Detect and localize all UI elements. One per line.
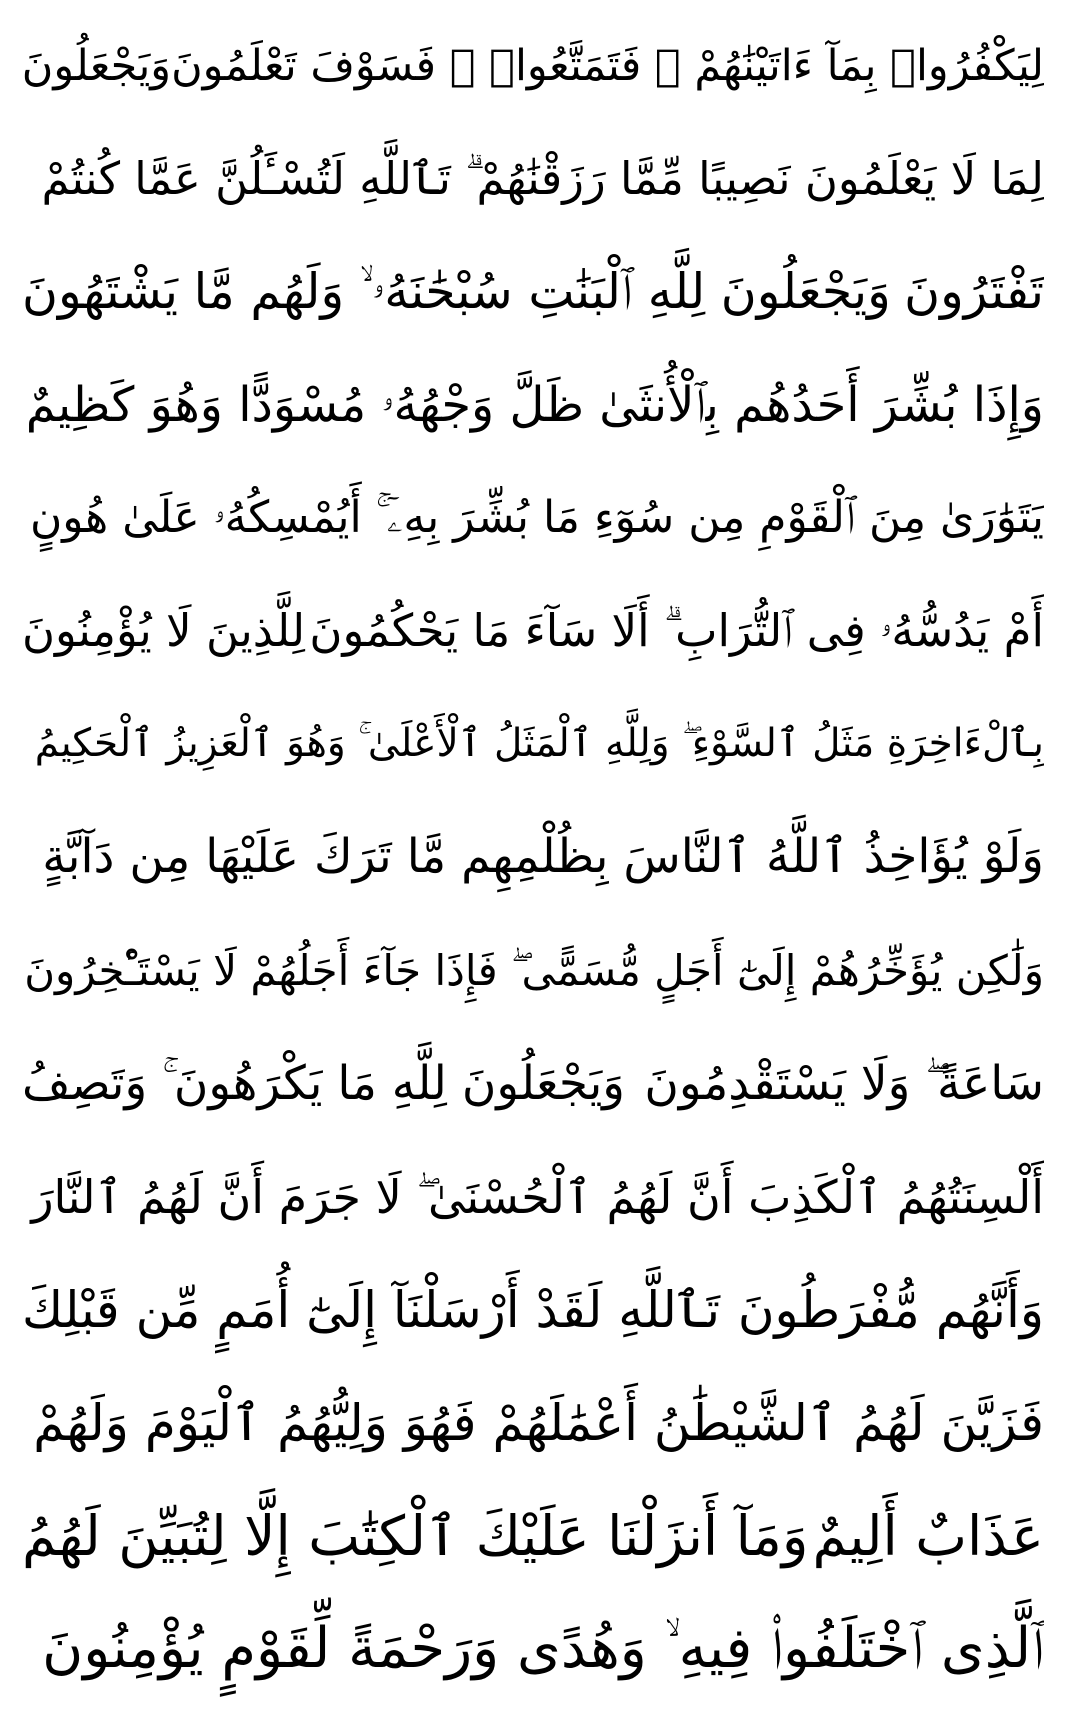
verse-lines	[22, 14, 1044, 1701]
text-line	[22, 692, 1044, 796]
line-segment: أَلْسِنَتُهُمُ ٱلْكَذِبَ أَنَّ لَهُمُ ٱلْحُسْنَىٰ ۖ لَا جَرَمَ أَنَّ لَهُمُ ٱلنَّارَ	[31, 1169, 1044, 1224]
line-segment: فَزَيَّنَ لَهُمُ ٱلشَّيْطَٰنُ أَعْمَٰلَهُمْ فَهُوَ وَلِيُّهُمُ ٱلْيَوْمَ وَلَهُمْ	[33, 1393, 1044, 1452]
text-line	[22, 919, 1044, 1023]
text-line	[22, 1145, 1044, 1249]
text-line	[22, 240, 1044, 344]
line-segment: وَإِذَا بُشِّرَ أَحَدُهُم بِٱلْأُنثَىٰ ظَلَّ وَجْهُهُۥ مُسْوَدًّا وَهُوَ كَظِيمٌ	[25, 377, 1044, 434]
text-line	[22, 805, 1044, 909]
line-segment: وَلَوْ يُؤَاخِذُ ٱللَّهُ ٱلنَّاسَ بِظُلْمِهِم مَّا تَرَكَ عَلَيْهَا مِن دَآبَّةٍ	[42, 829, 1044, 885]
text-line	[22, 353, 1044, 457]
line-segment: لِيَكْفُرُوا۟ بِمَآ ءَاتَيْنَٰهُمْ ۚ فَتَمَتَّعُوا۟ ۖ فَسَوْفَ تَعْلَمُونَ	[171, 41, 1044, 91]
text-line	[22, 1032, 1044, 1136]
line-segment: لِلَّذِينَ لَا يُؤْمِنُونَ	[22, 604, 306, 658]
line-segment: وَمَآ أَنزَلْنَا عَلَيْكَ ٱلْكِتَٰبَ إِلَّا لِتُبَيِّنَ لَهُمُ	[22, 1503, 809, 1568]
text-line	[22, 466, 1044, 570]
text-line	[22, 1258, 1044, 1362]
text-line	[22, 1484, 1044, 1588]
text-line	[22, 1597, 1044, 1701]
line-segment: وَيَجْعَلُونَ	[22, 41, 172, 91]
line-segment: تَٱللَّهِ لَقَدْ أَرْسَلْنَآ إِلَىٰٓ أُمَمٍ مِّن قَبْلِكَ	[22, 1280, 721, 1339]
line-segment: عَذَابٌ أَلِيمٌ	[812, 1503, 1044, 1568]
line-segment: لِمَا لَا يَعْلَمُونَ نَصِيبًا مِّمَّا رَزَقْنَٰهُمْ ۗ تَٱللَّهِ لَتُسْـَٔلُنَّ عَمَّا كُنتُمْ	[41, 152, 1044, 206]
line-segment: تَفْتَرُونَ	[904, 263, 1044, 321]
line-segment: ٱلَّذِى ٱخْتَلَفُوا۟ فِيهِ ۙ وَهُدًى وَرَحْمَةً لِّقَوْمٍ يُؤْمِنُونَ	[42, 1615, 1044, 1681]
line-segment: أَمْ يَدُسُّهُۥ فِى ٱلتُّرَابِ ۗ أَلَا سَآءَ مَا يَحْكُمُونَ	[309, 604, 1044, 658]
line-segment: وَيَجْعَلُونَ لِلَّهِ ٱلْبَنَٰتِ سُبْحَٰنَهُۥ ۙ وَلَهُم مَّا يَشْتَهُونَ	[22, 263, 891, 321]
text-line	[22, 579, 1044, 683]
line-segment: يَتَوَٰرَىٰ مِنَ ٱلْقَوْمِ مِن سُوٓءِ مَا بُشِّرَ بِهِۦٓ ۚ أَيُمْسِكُهُۥ عَلَىٰ هُونٍ	[29, 492, 1044, 544]
line-segment: سَاعَةً ۖ وَلَا يَسْتَقْدِمُونَ	[644, 1055, 1044, 1111]
line-segment: وَأَنَّهُم مُّفْرَطُونَ	[737, 1280, 1044, 1339]
line-segment: وَيَجْعَلُونَ لِلَّهِ مَا يَكْرَهُونَ ۚ وَتَصِفُ	[22, 1055, 625, 1111]
text-line	[22, 14, 1044, 118]
line-segment: وَلَٰكِن يُؤَخِّرُهُمْ إِلَىٰٓ أَجَلٍ مُّسَمًّى ۖ فَإِذَا جَآءَ أَجَلُهُمْ لَا يَسْتَـْٔخِرُونَ	[24, 945, 1044, 995]
line-segment: بِٱلْءَاخِرَةِ مَثَلُ ٱلسَّوْءِ ۖ وَلِلَّهِ ٱلْمَثَلُ ٱلْأَعْلَىٰ ۚ وَهُوَ ٱلْعَزِيزُ ٱلْحَكِيمُ	[34, 721, 1044, 767]
text-line	[22, 1371, 1044, 1475]
text-line	[22, 127, 1044, 231]
